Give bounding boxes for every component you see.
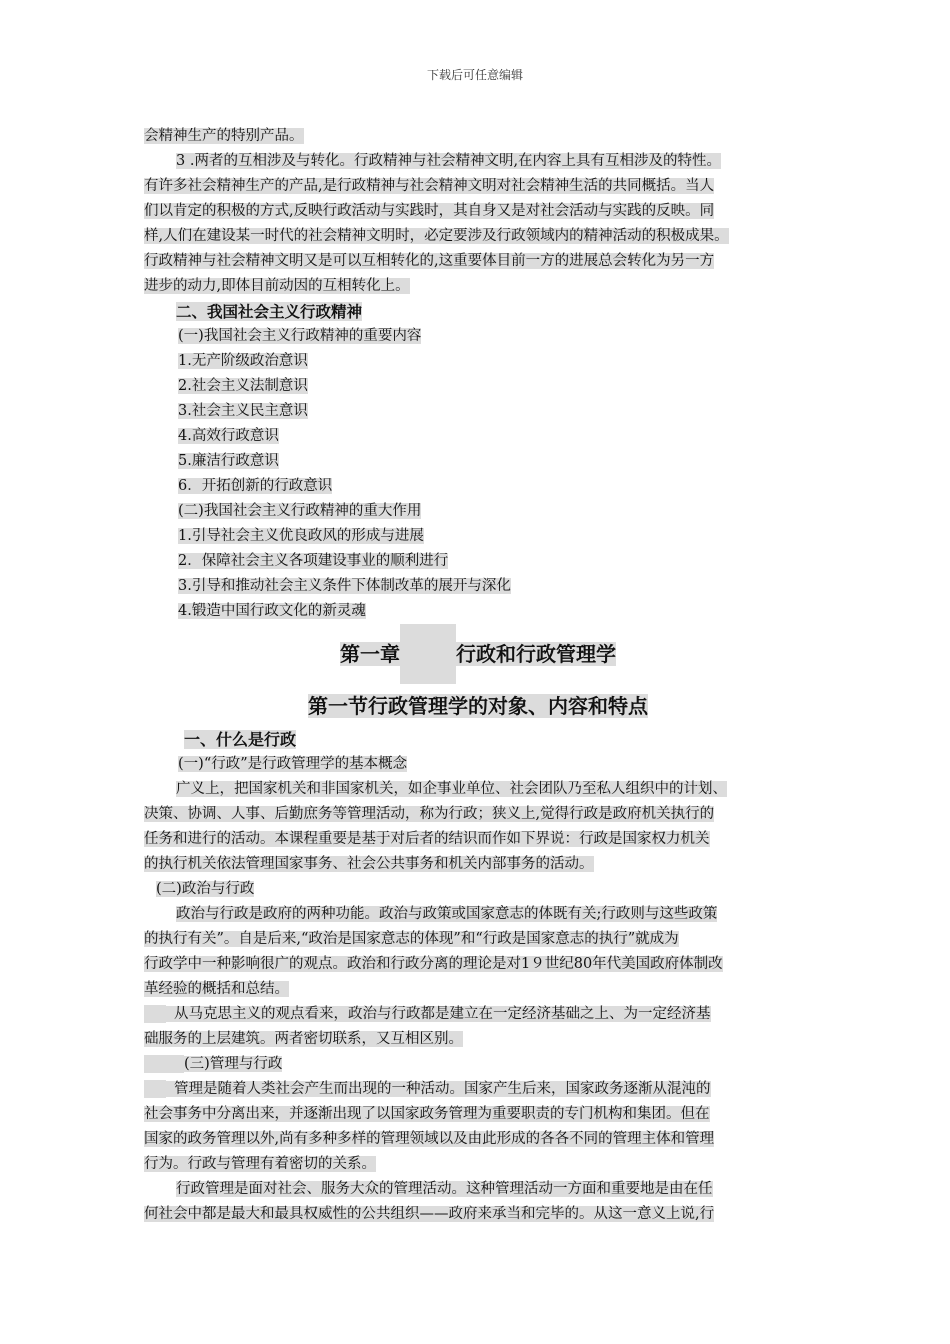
list-item: 2.社会主义法制意识 <box>178 378 308 394</box>
list-item: 6．开拓创新的行政意识 <box>178 478 333 494</box>
text-line: 决策、协调、人事、后勤庶务等管理活动，称为行政；狭义上,觉得行政是政府机关执行的 <box>144 806 715 822</box>
text-line: 行政精神与社会精神文明又是可以互相转化的,这重要体目前一方的进展总会转化为另一方 <box>144 253 715 269</box>
text-line: 有许多社会精神生产的产品,是行政精神与社会精神文明对社会精神生活的共同概括。当人 <box>144 178 715 194</box>
text-line: 的执行有关”。自是后来,“政治是国家意志的体现”和“行政是国家意志的执行”就成为 <box>144 931 679 947</box>
list-item: 4.锻造中国行政文化的新灵魂 <box>178 603 366 619</box>
text-line: 的执行机关依法管理国家事务、社会公共事务和机关内部事务的活动。 <box>144 856 594 872</box>
text-line: 样,人们在建设某一时代的社会精神文明时，必定要涉及行政领域内的精神活动的积极成果。 <box>144 228 729 244</box>
text-line: 础服务的上层建筑。两者密切联系，又互相区别。 <box>144 1031 463 1047</box>
text-line: 们以肯定的积极的方式,反映行政活动与实践时，其自身又是对社会活动与实践的反映。同 <box>144 203 715 219</box>
text-line: 广义上，把国家机关和非国家机关，如企事业单位、社会团队乃至私人组织中的计划、 <box>176 781 727 797</box>
text-line: 国家的政务管理以外,尚有多种多样的管理领域以及由此形成的各各不同的管理主体和管理 <box>144 1131 715 1147</box>
text-line: 进步的动力,即体目前动因的互相转化上。 <box>144 278 410 294</box>
text-line: 3 .两者的互相涉及与转化。行政精神与社会精神文明,在内容上具有互相涉及的特性。 <box>176 153 722 169</box>
list-item: 1.引导社会主义优良政风的形成与进展 <box>178 528 424 544</box>
chapter-title <box>144 624 812 684</box>
list-item: 1.无产阶级政治意识 <box>178 353 308 369</box>
list-item: 2．保障社会主义各项建设事业的顺利进行 <box>178 553 449 569</box>
list-item: 4.高效行政意识 <box>178 428 279 444</box>
text-line: 革经验的概括和总结。 <box>144 981 289 997</box>
subheading: (一)“行政”是行政管理学的基本概念 <box>178 756 408 772</box>
document-body <box>144 124 812 1227</box>
text-line: 行政管理是面对社会、服务大众的管理活动。这种管理活动一方面和重要地是由在任 <box>176 1181 713 1197</box>
page-header: 下载后可任意编辑 <box>426 68 523 82</box>
subheading: (三)管理与行政 <box>184 1056 283 1072</box>
list-item: 5.廉洁行政意识 <box>178 453 279 469</box>
text-line: 行为。行政与管理有着密切的关系。 <box>144 1156 376 1172</box>
list-item: 3.引导和推动社会主义条件下体制改革的展开与深化 <box>178 578 511 594</box>
chapter-name: 行政和行政管理学 <box>456 642 616 666</box>
text-line: 从马克思主义的观点看来，政治与行政都是建立在一定经济基础之上、为一定经济基 <box>166 1006 711 1022</box>
subheading: (二)我国社会主义行政精神的重大作用 <box>178 503 422 519</box>
heading-2: 二、我国社会主义行政精神 <box>176 302 363 321</box>
section-title: 第一节行政管理学的对象、内容和特点 <box>308 694 648 718</box>
text-line: 会精神生产的特别产品。 <box>144 128 304 144</box>
text-line: 管理是随着人类社会产生而出现的一种活动。国家产生后来，国家政务逐渐从混沌的 <box>166 1081 711 1097</box>
list-item: 3.社会主义民主意识 <box>178 403 308 419</box>
subheading: (一)我国社会主义行政精神的重要内容 <box>178 328 422 344</box>
text-line: 任务和进行的活动。本课程重要是基于对后者的结识而作如下界说：行政是国家权力机关 <box>144 831 710 847</box>
text-line: 何社会中都是最大和最具权威性的公共组织——政府来承当和完毕的。从这一意义上说,行 <box>144 1206 715 1222</box>
subheading: (二)政治与行政 <box>156 881 255 897</box>
text-line: 社会事务中分离出来，并逐渐出现了以国家政务管理为重要职责的专门机构和集团。但在 <box>144 1106 710 1122</box>
chapter-number: 第一章 <box>340 642 400 666</box>
text-line: 行政学中一种影响很广的观点。政治和行政分离的理论是对1９世纪80年代美国政府体制改 <box>144 956 723 972</box>
sub-heading: 一、什么是行政 <box>184 730 297 749</box>
text-line: 政治与行政是政府的两种功能。政治与政策或国家意志的体既有关;行政则与这些政策 <box>176 906 718 922</box>
